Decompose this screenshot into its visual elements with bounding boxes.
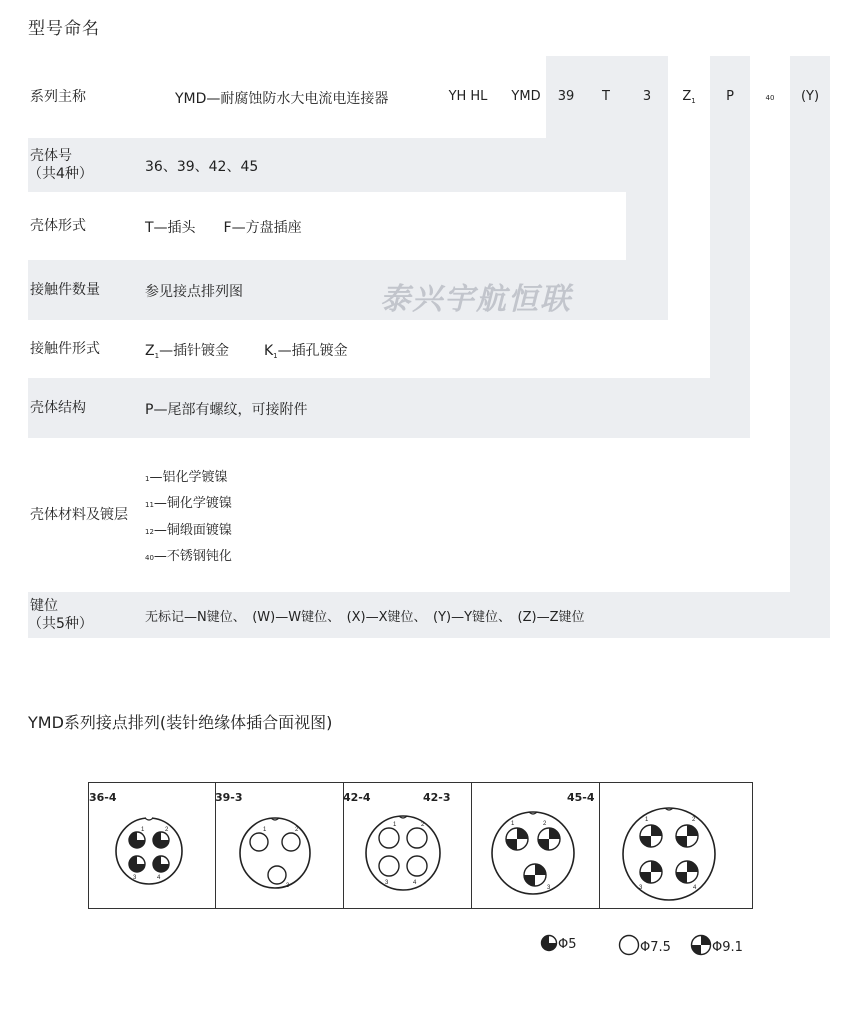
open-pin-icon — [618, 934, 640, 956]
code-contact-form: $Z_1$ — [682, 89, 696, 105]
band-structure-column — [710, 56, 750, 378]
code-structure: P — [726, 89, 734, 104]
band-shell-form-column — [586, 56, 626, 192]
diagram-42-4: 42-4 1 2 3 4 — [343, 783, 472, 908]
material-label: 壳体材料及镀层 — [30, 507, 128, 523]
legend-big: Φ9.1 — [690, 934, 743, 956]
legend-open: Φ7.5 — [618, 934, 671, 956]
svg-text:2: 2 — [543, 821, 547, 827]
svg-text:2: 2 — [421, 822, 425, 828]
section-title: YMD系列接点排列(装针绝缘体插合面视图) — [28, 713, 333, 732]
contact-form-label: 接触件形式 — [30, 341, 100, 357]
small-pin-icon — [540, 934, 558, 952]
shell-no-value: 36、39、42、45 — [145, 159, 259, 175]
code-yhhl: YH HL — [448, 89, 488, 104]
svg-text:1: 1 — [393, 822, 397, 828]
code-shell-no: 39 — [557, 89, 575, 104]
key-label: 键位 （共5种） — [28, 598, 93, 632]
contact-form-value: $Z_1—$插针镀金 $K_1—$插孔镀金 — [145, 343, 348, 360]
code-material: 40 — [765, 94, 775, 102]
material-item: 11—铜化学镀镍 — [145, 496, 232, 511]
svg-text:4: 4 — [157, 875, 161, 881]
svg-text:1: 1 — [645, 817, 649, 823]
contact-arrangement-diagrams — [88, 782, 753, 909]
code-contacts: 3 — [642, 89, 652, 104]
watermark: 泰兴宇航恒联 — [380, 282, 572, 317]
svg-text:1: 1 — [141, 827, 145, 833]
diagram-39-3: 39-3 1 2 3 — [215, 783, 344, 908]
diagram-42-3: 42-3 1 2 3 — [471, 783, 600, 908]
diagram-45-4: 45-4 1 2 3 4 — [599, 783, 752, 908]
structure-value: P—尾部有螺纹，可接附件 — [145, 402, 308, 418]
svg-text:4: 4 — [693, 885, 697, 891]
svg-text:3: 3 — [639, 885, 643, 891]
structure-label: 壳体结构 — [30, 400, 86, 416]
code-ymd: YMD — [511, 89, 541, 104]
material-item: 12—铜缎面镀镍 — [145, 523, 232, 538]
svg-text:3: 3 — [133, 875, 137, 881]
band-contacts-column — [626, 56, 668, 260]
material-item: 40—不锈钢钝化 — [145, 549, 232, 564]
contacts-label: 接触件数量 — [30, 282, 100, 298]
diagram-36-4: 36-4 1 2 3 4 — [89, 783, 216, 908]
page-title: 型号命名 — [28, 19, 100, 39]
svg-text:1: 1 — [511, 821, 515, 827]
band-structure — [28, 378, 750, 438]
band-key-column — [790, 56, 830, 592]
code-key: (Y) — [800, 89, 820, 104]
band-shell-no — [28, 138, 586, 192]
key-value: 无标记—N键位、 (W)—W键位、 (X)—X键位、 (Y)—Y键位、 (Z)—Z键位 — [145, 610, 585, 625]
svg-text:3: 3 — [385, 880, 389, 886]
big-pin-icon — [690, 934, 712, 956]
svg-text:3: 3 — [286, 883, 290, 889]
shell-no-label: 壳体号 （共4种） — [28, 148, 93, 182]
series-label: 系列主称 — [30, 89, 86, 105]
contacts-value: 参见接点排列图 — [145, 284, 243, 300]
band-contacts — [28, 260, 668, 320]
svg-text:4: 4 — [413, 880, 417, 886]
svg-text:1: 1 — [263, 827, 267, 833]
material-item: 1—铝化学镀镍 — [145, 470, 228, 485]
shell-form-label: 壳体形式 — [30, 218, 86, 234]
svg-text:2: 2 — [295, 827, 299, 833]
shell-form-value: T—插头 F—方盘插座 — [145, 220, 302, 236]
code-shell-form: T — [602, 89, 610, 104]
series-value: YMD—耐腐蚀防水大电流电连接器 — [175, 91, 389, 107]
svg-text:2: 2 — [692, 817, 696, 823]
legend-small: Φ5 — [540, 934, 577, 952]
svg-text:3: 3 — [547, 885, 551, 891]
svg-text:2: 2 — [165, 827, 169, 833]
